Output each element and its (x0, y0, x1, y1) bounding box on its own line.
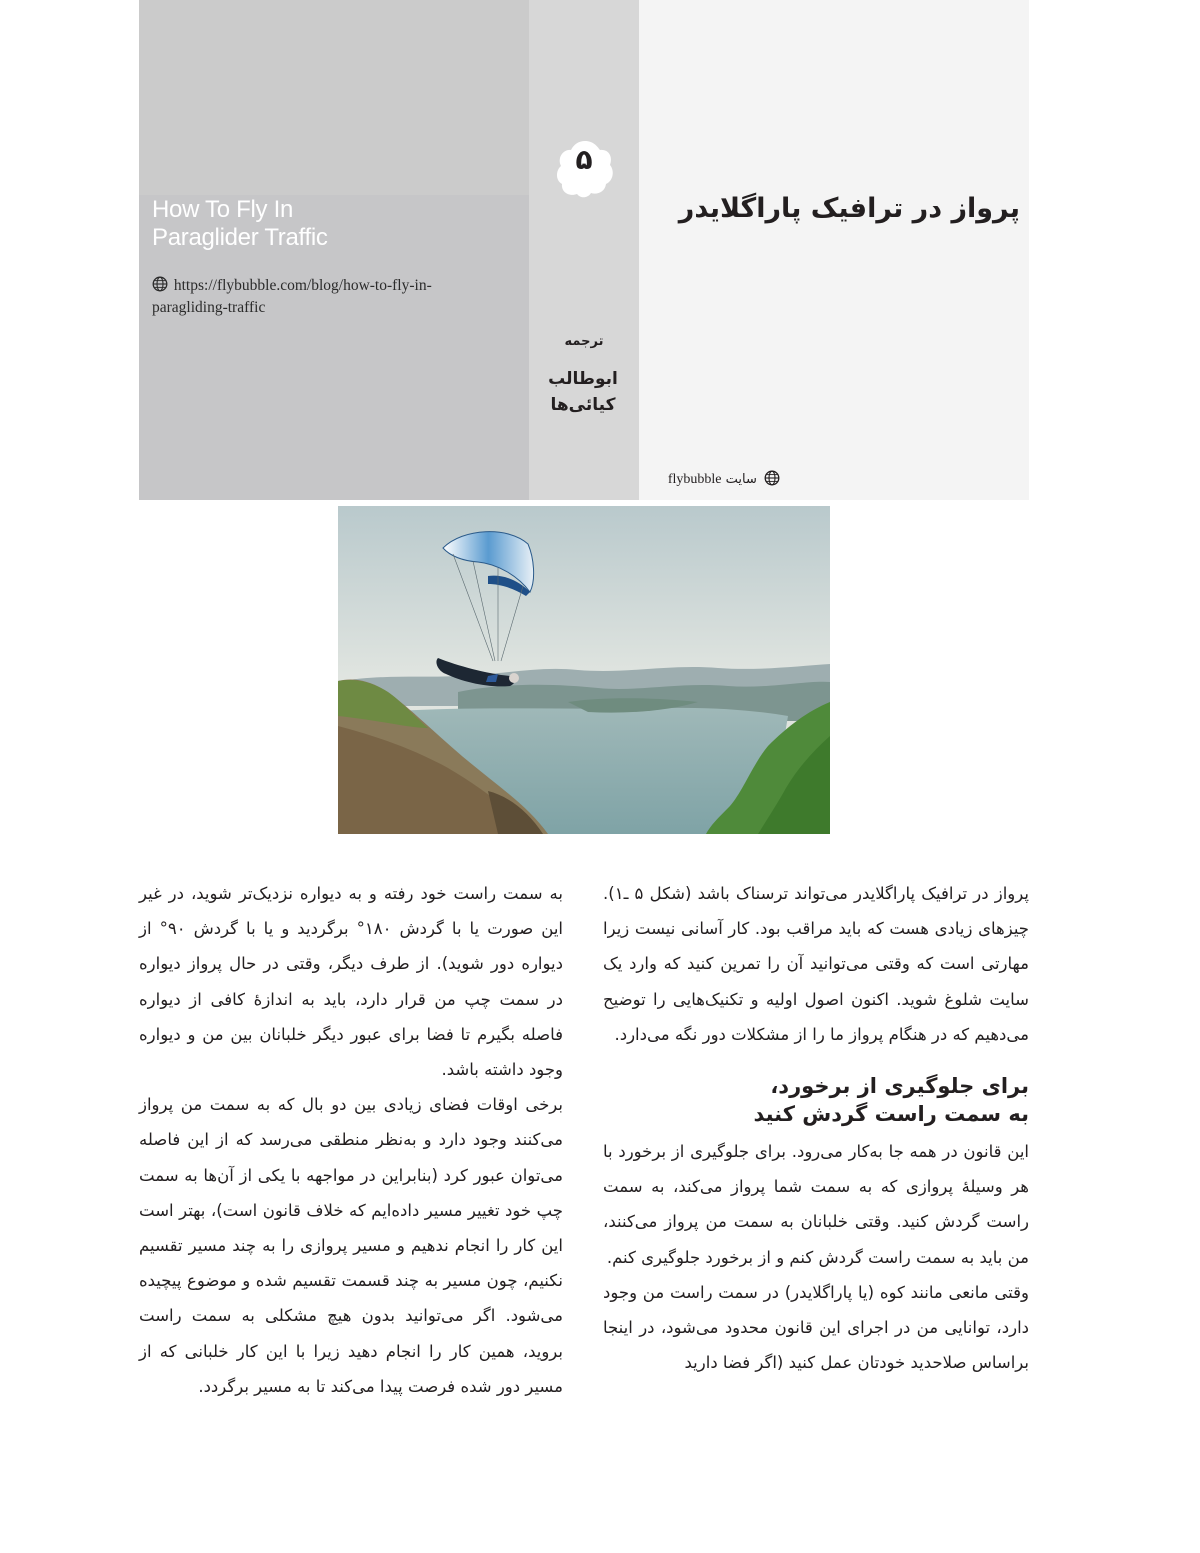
header-panel-credits (529, 0, 639, 500)
english-title-line2: Paraglider Traffic (152, 224, 328, 251)
paragraph-gap: برخی اوقات فضای زیادی بین دو بال که به سمت من پرواز می‌کنند وجود دارد و به‌نظر منطقی می‌رسد که از این فاصله می‌توان عبور کرد (بنابراین در مواجهه با یکی از آن‌ها به سمت چپ خود تغییر مسیر داده‌ایم که خلاف قانون است)، بهتر است این کار را انجام ندهیم و مسیر پروازی را به چند مسیر تقسیم نکنیم، چون مسیر به چند قسمت تقسیم شده و موضوع پیچیده می‌شود. اگر می‌توانید بدون هیچ مشکلی به سمت راست بروید، همین کار را انجام دهید زیرا با این کار خلبانی که از مسیر دور شده فرصت پیدا می‌کند تا به مسیر برگردد. (139, 1095, 563, 1396)
source-url-line2[interactable]: paragliding-traffic (152, 299, 266, 316)
article-column-left (139, 876, 563, 1404)
chapter-number: ۵ (575, 143, 593, 176)
paragraph-wall: به سمت راست خود رفته و به دیواره نزدیک‌تر شوید، در غیر این صورت یا با گردش ۱۸۰° برگردید و یا با گردش ۹۰° از دیواره دور شوید). از طرف دیگر، وقتی در حال پرواز دیواره در سمت چپ من قرار دارد، باید به اندازهٔ کافی از دیواره فاصله بگیرم تا فضا برای عبور دیگر خلبانان بین من و دیواره وجود داشته باشد. (139, 884, 563, 1080)
header-panel-english-top (139, 0, 529, 195)
site-credit[interactable] (645, 470, 780, 488)
site-name[interactable]: flybubble (667, 472, 722, 487)
paragraph-intro: پرواز در ترافیک پاراگلایدر می‌تواند ترسناک باشد (شکل ۵ ـ۱). چیزهای زیادی هست که باید مراقب بود. کار آسانی نیست زیرا مهارتی است که وقتی می‌توانید آن را تمرین کنید که وارد یک سایت شلوغ شوید. اکنون اصول اولیه و تکنیک‌هایی را توضیح می‌دهیم که در هنگام پرواز ما را از مشکلات دور نگه می‌دارد. (603, 884, 1029, 1044)
article-column-right (603, 876, 1029, 1380)
section-heading-line2: به سمت راست گردش کنید (753, 1102, 1029, 1127)
globe-icon (152, 277, 174, 294)
persian-title: پرواز در ترافیک پاراگلایدر (678, 193, 1020, 224)
paraglider-photo (338, 506, 830, 834)
translation-label: ترجمه (564, 334, 604, 349)
translator-name (535, 366, 631, 418)
english-title (152, 196, 522, 252)
paragraph-obstacle: وقتی مانعی مانند کوه (یا پاراگلایدر) در سمت راست من وجود دارد، توانایی من در اجرای این قانون محدود می‌شود، در اینجا براساس صلاحدید خودتان عمل کنید (اگر فضا دارید (603, 1282, 1029, 1373)
globe-icon (757, 472, 780, 487)
source-url[interactable] (152, 275, 512, 319)
header-panel-persian (639, 0, 1029, 500)
paragraph-rule: این قانون در همه جا به‌کار می‌رود. برای جلوگیری از برخورد با هر وسیلهٔ پروازی که به سمت شما پرواز می‌کند، به سمت راست گردش کنید. وقتی خلبانان به سمت من پرواز می‌کنند، من باید به سمت راست گردش کنم و از برخورد جلوگیری کنم. (603, 1142, 1029, 1267)
source-url-line1[interactable]: https://flybubble.com/blog/how-to-fly-in- (173, 277, 432, 294)
translator-name-line2: کیائی‌ها (550, 395, 616, 415)
section-heading-line1: برای جلوگیری از برخورد، (770, 1074, 1029, 1099)
english-title-line1: How To Fly In (152, 196, 294, 223)
section-heading (603, 1072, 1029, 1128)
site-label: سایت (725, 472, 757, 487)
translator-name-line1: ابوطالب (548, 369, 618, 389)
